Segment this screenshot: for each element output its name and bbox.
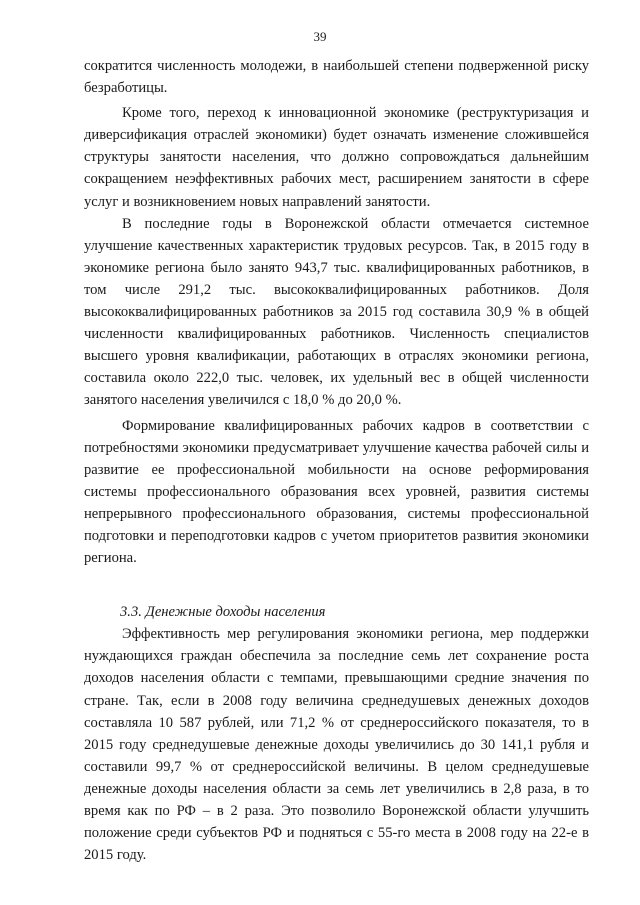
page-number: 39	[313, 29, 327, 44]
section-paragraph: Эффективность мер регулирования экономики региона, мер поддержки нуждающихся граждан обеспечила за последние семь лет сохранение роста доходов населения области с темпами, превышающими средние значения по стране. Так, если в 2008 году величина среднедушевых денежных доходов составляла 10 587 рублей, или 71,2 % от среднероссийского показателя, то в 2015 году среднедушевые денежные доходы увеличились до 30 141,1 рубля и составили 99,7 % от среднероссийской величины. В целом среднедушевые денежные доходы населения области за семь лет увеличились в 2,8 раза, в то время как по РФ – в 2 раза. Это позволило Воронежской области улучшить положение среди субъектов РФ и подняться с 55-го места в 2008 году на 22-е в 2015 году.	[84, 626, 589, 864]
paragraph-2: Кроме того, переход к инновационной экономике (реструктуризация и диверсификация отраслей экономики) будет означать изменение сложившейся структуры занятости населения, что должно сопровождаться дальнейшим сокращением неэффективных рабочих мест, расширением занятости в сфере услуг и возникновением новых направлений занятости.	[84, 105, 589, 210]
paragraph-4: Формирование квалифицированных рабочих кадров в соответствии с потребностями экономики предусматривает улучшение качества рабочей силы и развитие ее профессиональной мобильности на основе реформирования системы профессионального образования всех уровней, развития системы непрерывного профессионального образования, системы профессиональной подготовки и переподготовки кадров с учетом приоритетов развития экономики региона.	[84, 417, 589, 567]
paragraph-1: сократится численность молодежи, в наибольшей степени подверженной риску безработицы.	[84, 58, 589, 97]
section-heading: 3.3. Денежные доходы населения	[120, 604, 326, 621]
paragraph-3: В последние годы в Воронежской области отмечается системное улучшение качественных характеристик трудовых ресурсов. Так, в 2015 году в экономике региона было занято 943,7 тыс. квалифицированных работников, в том числе 291,2 тыс. высококвалифицированных работников. Доля высококвалифицированных работников за 2015 год составила 30,9 % в общей численности квалифицированных работников. Численность специалистов высшего уровня квалификации, работающих в отраслях экономики региона, составила около 222,0 тыс. человек, их удельный вес в общей численности занятого населения увеличился с 18,0 % до 20,0 %.	[84, 215, 589, 409]
document-body	[84, 55, 589, 866]
